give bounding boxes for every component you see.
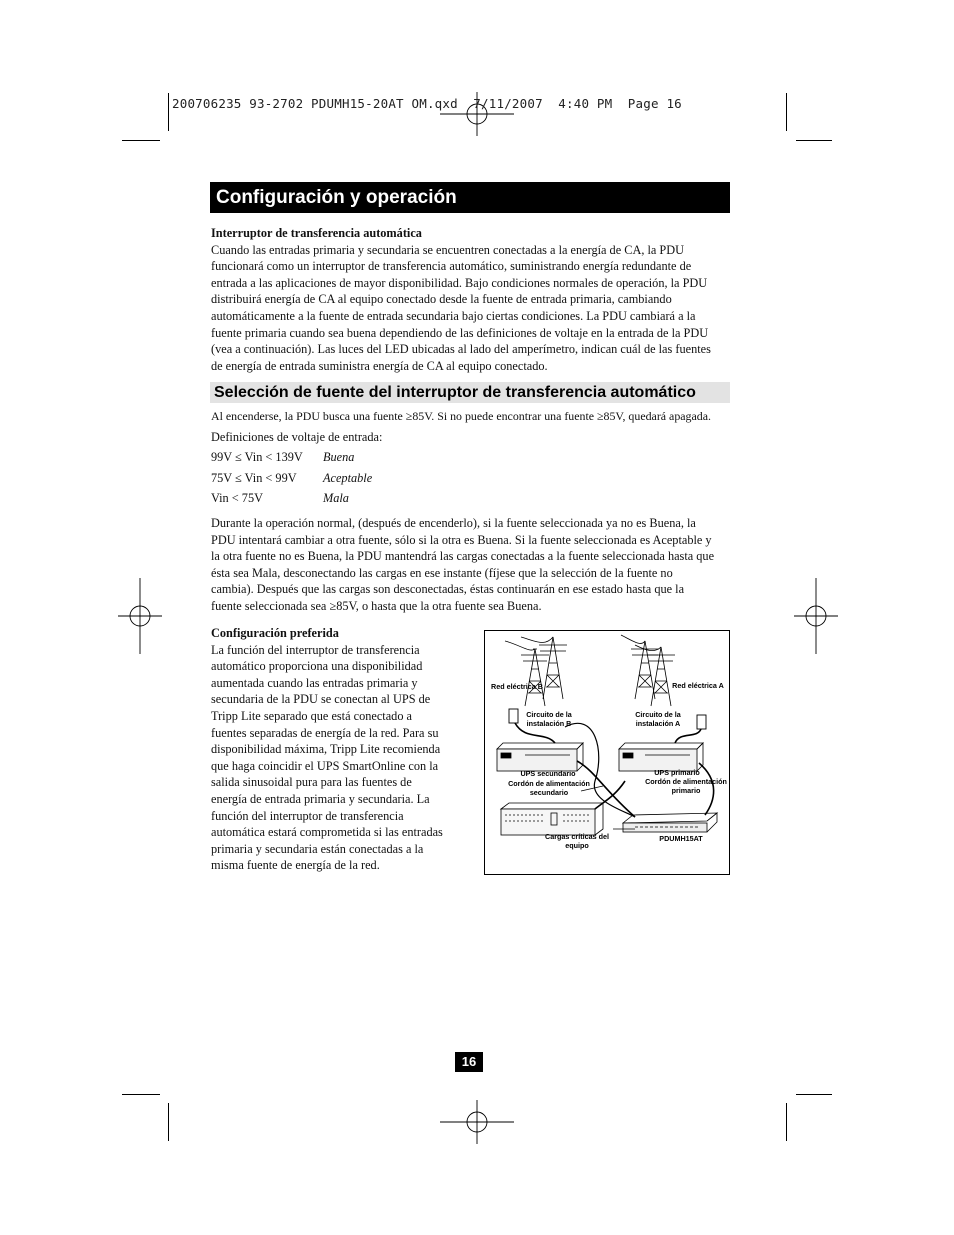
ats-line: automáticamente a la fuente de entrada secundaria bajo ciertas condiciones. La PDU cambiará a la — [211, 308, 696, 323]
preferred-line: disponibilidad máxima, Tripp Lite recomienda — [211, 742, 441, 757]
voltage-range: 99V ≤ Vin < 139V — [211, 450, 303, 464]
crop-mark — [122, 1094, 160, 1095]
page-number: 16 — [455, 1052, 483, 1072]
cord-primary-label: Cordón de alimentación primario — [645, 777, 727, 795]
preferred-line: secundaria de la PDU se conectan al UPS de — [211, 692, 431, 707]
paragraph-line: Durante la operación normal, (después de encenderlo), si la fuente seleccionada ya no es Buena, la — [211, 516, 696, 530]
voltage-row — [211, 490, 511, 507]
pdu-label: PDUMH15AT — [659, 834, 703, 843]
power-tower-icon — [505, 637, 567, 706]
preferred-line: energía de entrada primaria y secundaria. La — [211, 791, 430, 806]
registration-mark-bottom — [440, 1100, 516, 1144]
ups-icon — [497, 743, 583, 771]
voltage-status: Aceptable — [323, 471, 373, 485]
preferred-line: salida sinusoidal pura para las fuentes de — [211, 775, 412, 790]
file-slug: 200706235 93-2702 PDUMH15-20AT OM.qxd 7/11/2007 4:40 PM Page 16 — [172, 96, 682, 111]
preferred-title: Configuración preferida — [211, 626, 339, 640]
circuit-b-label: Circuito de la instalación B — [526, 710, 572, 728]
preferred-section — [211, 625, 476, 874]
circuit-a-label: Circuito de la instalación A — [635, 710, 681, 728]
paragraph-line: fuente seleccionada sea ≥85V, o hasta que la otra fuente sea Buena. — [211, 598, 542, 613]
ats-line: de energía de entrada suministra energía de CA al equipo conectado. — [211, 358, 548, 373]
preferred-line: primaria y secundaria están conectadas a la — [211, 841, 424, 856]
power-tower-icon — [621, 635, 675, 706]
voltage-row — [211, 449, 511, 466]
paragraph-line: la otra fuente no es Buena, la PDU mantendrá las cargas conectadas a la fuente seleccionada hasta que — [211, 549, 715, 564]
paragraph-line: cambia). Después que las cargas son desconectadas, éstas continuarán en ese estado hasta que la — [211, 582, 685, 597]
paragraph-line: PDU intentará cambiar a otra fuente, sólo si la otra es Buena. Si la fuente seleccionada es Aceptable y — [211, 532, 712, 547]
crop-mark — [168, 1103, 169, 1141]
voltage-defs-label: Definiciones de voltaje de entrada: — [211, 430, 383, 444]
equipment-rack-icon — [501, 803, 603, 835]
paragraph-line: ésta sea Mala, desconectando las cargas en ese instante (fíjese que la selección de la fuente no — [211, 565, 673, 580]
preferred-line: fuentes separadas de energía de la red. Para su — [211, 725, 439, 740]
crop-mark — [168, 93, 169, 131]
intro-text: Al encenderse, la PDU busca una fuente ≥85V. Si no puede encontrar una fuente ≥85V, quedará apagada. — [211, 409, 711, 423]
preferred-line: función del interruptor de transferencia — [211, 808, 404, 823]
ups-secondary-label: UPS secundario — [520, 769, 576, 778]
pdu-icon — [623, 813, 717, 832]
preferred-line: Tripp Lite separado que está conectado a — [211, 708, 413, 723]
ats-line: funcionará como un interruptor de transferencia automático, suministrando energía redundante de — [211, 259, 692, 274]
grid-b-label: Red eléctrica B — [491, 682, 543, 691]
connection-diagram — [484, 630, 730, 875]
voltage-status: Buena — [323, 450, 355, 464]
preferred-line: misma fuente de energía de la red. — [211, 858, 380, 873]
registration-mark-left — [118, 578, 162, 654]
preferred-line: La función del interruptor de transferencia — [211, 642, 420, 657]
crop-mark — [786, 93, 787, 131]
normal-operation-paragraph — [211, 515, 741, 615]
ups-icon — [619, 743, 703, 771]
voltage-range: Vin < 75V — [211, 491, 263, 505]
preferred-line: que haga coincidir el UPS SmartOnline con la — [211, 758, 439, 773]
ats-line: fuente primaria cuando sea buena dependiendo de las definiciones de voltaje en la entrada de la PDU — [211, 325, 709, 340]
crop-mark — [122, 140, 160, 141]
grid-a-label: Red eléctrica A — [672, 681, 724, 690]
voltage-status: Mala — [323, 491, 349, 505]
ats-line: Cuando las entradas primaria y secundaria se encuentren conectadas a la energía de CA, la PDU — [211, 242, 685, 257]
preferred-line: automática estará comprometida si las entradas — [211, 825, 443, 840]
ats-section — [211, 225, 736, 374]
page-heading: Configuración y operación — [210, 182, 730, 213]
section-heading: Selección de fuente del interruptor de transferencia automático — [210, 382, 730, 403]
ats-line: entrada a las aplicaciones de mayor disponibilidad. Bajo condiciones normales de operación, la PDU — [211, 275, 708, 290]
voltage-range: 75V ≤ Vin < 99V — [211, 471, 297, 485]
crop-mark — [796, 140, 832, 141]
crop-mark — [786, 1103, 787, 1141]
ats-line: distribuirá energía de CA al equipo conectado desde la fuente de entrada primaria, cambiando — [211, 292, 672, 307]
ats-title: Interruptor de transferencia automática — [211, 226, 422, 240]
ats-line: (vea a continuación). Las luces del LED ubicadas al lado del amperímetro, indican cuál de las fuentes — [211, 342, 711, 357]
voltage-row — [211, 470, 511, 487]
cord-secondary-label: Cordón de alimentación secundario — [508, 779, 590, 797]
preferred-line: automático proporciona una disponibilidad — [211, 659, 423, 674]
loads-label: Cargas críticas del equipo — [545, 832, 609, 850]
registration-mark-right — [794, 578, 838, 654]
ups-primary-label: UPS primario — [654, 768, 700, 777]
preferred-line: aumentada cuando las entradas primaria y — [211, 675, 418, 690]
crop-mark — [796, 1094, 832, 1095]
